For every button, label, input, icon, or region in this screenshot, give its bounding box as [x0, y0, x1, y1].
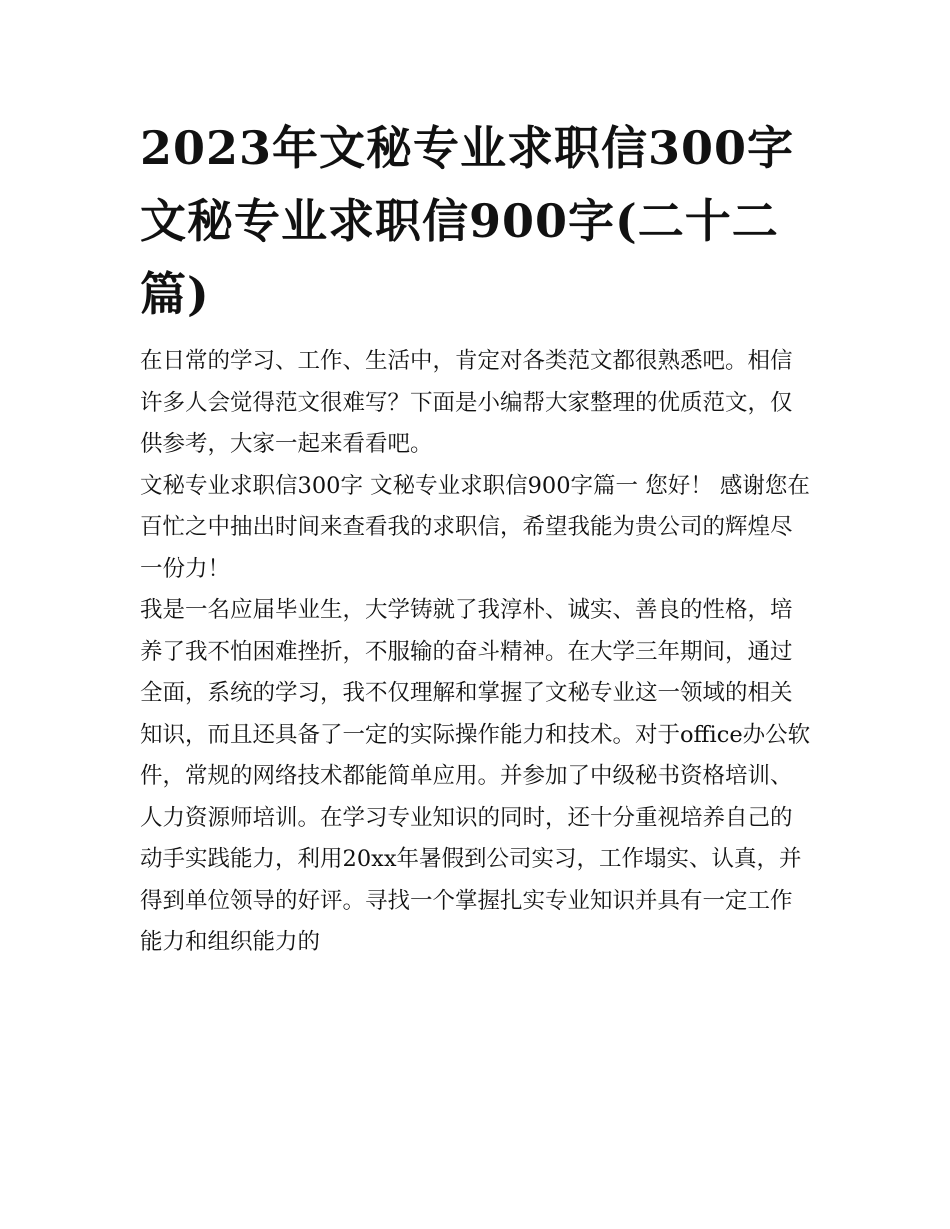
document-page — [140, 112, 812, 964]
document-title: 2023年文秘专业求职信300字 文秘专业求职信900字(二十二篇) — [140, 121, 795, 321]
intro-paragraph: 在日常的学习、工作、生活中，肯定对各类范文都很熟悉吧。相信许多人会觉得范文很难写？下面是小编帮大家整理的优质范文，仅供参考，大家一起来看看吧。 — [140, 348, 793, 457]
self-introduction-paragraph: 我是一名应届毕业生，大学铸就了我淳朴、诚实、善良的性格，培养了我不怕困难挫折，不服输的奋斗精神。在大学三年期间，通过全面，系统的学习，我不仅理解和掌握了文秘专业这一领域的相关知识，而且还具备了一定的实际操作能力和技术。对于office办公软件，常规的网络技术都能简单应用。并参加了中级秘书资格培训、人力资源师培训。在学习专业知识的同时，还十分重视培养自己的动手实践能力，利用20xx年暑假到公司实习，工作塌实、认真，并得到单位领导的好评。寻找一个掌握扎实专业知识并具有一定工作能力和组织能力的 — [140, 597, 811, 955]
greeting-paragraph: 文秘专业求职信300字 文秘专业求职信900字篇一 您好！ 感谢您在百忙之中抽出时间来查看我的求职信，希望我能为贵公司的辉煌尽一份力！ — [140, 472, 810, 582]
document-body — [140, 341, 812, 964]
